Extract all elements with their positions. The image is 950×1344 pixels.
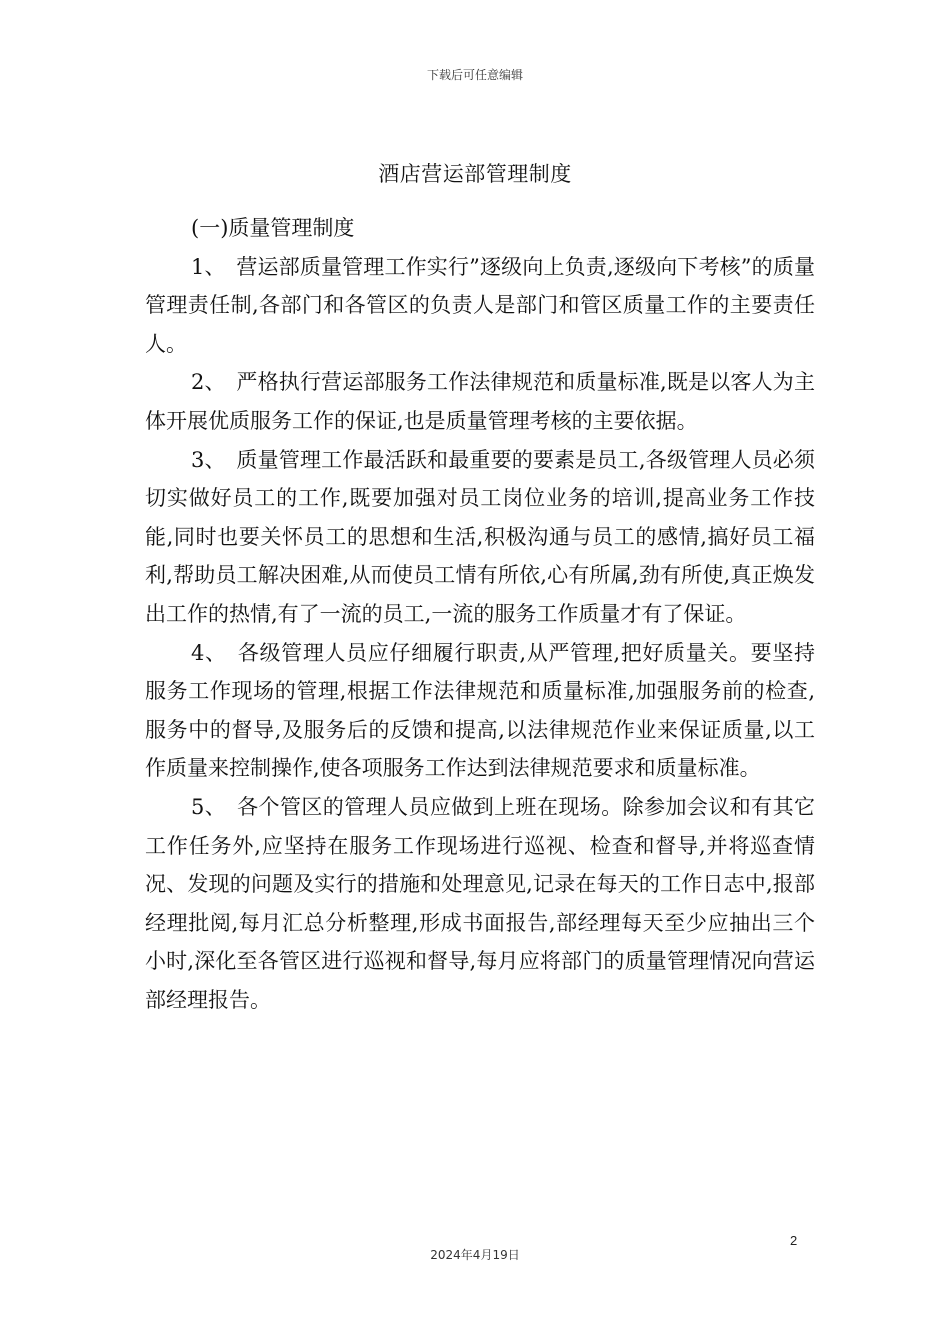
paragraph-1: 1、 营运部质量管理工作实行”逐级向上负责,逐级向下考核”的质量管理责任制,各部门和各管区的负责人是部门和管区质量工作的主要责任人。 [145, 254, 815, 356]
paragraph-5: 5、 各个管区的管理人员应做到上班在现场。除参加会议和有其它工作任务外,应坚持在服务工作现场进行巡视、检查和督导,并将巡查情况、发现的问题及实行的措施和处理意见,记录在每天的工作日志中,报部经理批阅,每月汇总分析整理,形成书面报告,部经理每天至少应抽出三个小时,深化至各管区进行巡视和督导,每月应将部门的质量管理情况向营运部经理报告。 [145, 794, 815, 1012]
page-number: 2 [790, 1233, 798, 1248]
paragraph-4: 4、 各级管理人员应仔细履行职责,从严管理,把好质量关。要坚持服务工作现场的管理,根据工作法律规范和质量标准,加强服务前的检查,服务中的督导,及服务后的反馈和提高,以法律规范作业来保证质量,以工作质量来控制操作,使各项服务工作达到法律规范要求和质量标准。 [145, 640, 815, 781]
document-body [145, 209, 815, 1019]
document-title: 酒店营运部管理制度 [378, 162, 572, 186]
paragraph-2: 2、 严格执行营运部服务工作法律规范和质量标准,既是以客人为主体开展优质服务工作的保证,也是质量管理考核的主要依据。 [145, 370, 815, 433]
paragraph-3: 3、 质量管理工作最活跃和最重要的要素是员工,各级管理人员必须切实做好员工的工作,既要加强对员工岗位业务的培训,提高业务工作技能,同时也要关怀员工的思想和生活,积极沟通与员工的感情,搞好员工福利,帮助员工解决困难,从而使员工情有所依,心有所属,劲有所使,真正焕发出工作的热情,有了一流的员工,一流的服务工作质量才有了保证。 [145, 447, 815, 626]
page-footer-date: 2024年4月19日 [430, 1248, 520, 1262]
section-heading: (一)质量管理制度 [191, 216, 355, 240]
page-header: 下载后可任意编辑 [426, 68, 523, 82]
